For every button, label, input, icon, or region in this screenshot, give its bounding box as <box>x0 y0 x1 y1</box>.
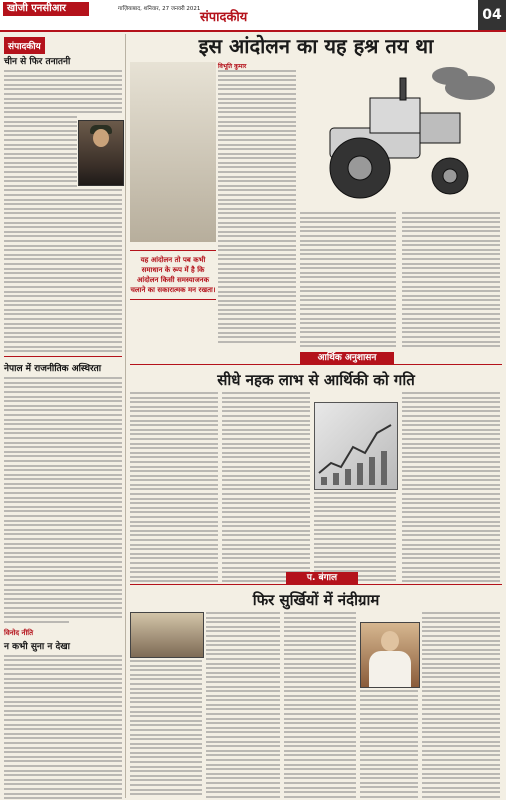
bengal-rule <box>130 584 502 585</box>
divider <box>4 356 122 357</box>
editorial-body-1 <box>4 70 122 352</box>
stock-chart-photo <box>314 402 398 490</box>
main-byline: विभूति कुमार <box>218 63 247 70</box>
bengal-body-col-1 <box>130 660 202 798</box>
pull-quote: यह आंदोलन तो पब कभी समाधान के रूप में है कि आंदोलन किसी समस्याजनक चलाने का सकारात्मक मन रखता। <box>130 250 216 300</box>
left-column <box>4 34 122 798</box>
main-body-col-1 <box>218 70 296 346</box>
soldier-photo <box>78 120 124 186</box>
editorial-headline-3: न कभी सुना न देखा <box>4 641 70 652</box>
rally-photo <box>130 612 204 658</box>
masthead <box>0 0 506 32</box>
economy-body-col-4 <box>402 392 500 585</box>
brand-logo: खोजी एनसीआर <box>3 2 89 16</box>
economy-rule <box>130 364 502 365</box>
main-body-col-3 <box>402 212 500 350</box>
main-headline: इस आंदोलन का यह हश्र तय था <box>198 34 434 58</box>
editorial-headline-1: चीन से फिर तनातनी <box>4 57 71 67</box>
section-title: संपादकीय <box>200 10 248 25</box>
economy-headline: सीधे नहक लाभ से आर्थिकी को गति <box>217 371 415 389</box>
bengal-headline: फिर सुर्खियों में नंदीग्राम <box>252 591 380 609</box>
dateline: गाज़ियाबाद, शनिवार, 27 जनवरी 2021 <box>118 6 201 12</box>
bengal-body-col-3 <box>284 612 356 800</box>
economy-body-col-1 <box>130 392 218 585</box>
editorial-body-2 <box>4 377 122 622</box>
page-number: 04 <box>478 0 506 30</box>
politician-photo <box>360 622 420 688</box>
editorial-body-3 <box>4 655 122 800</box>
bengal-body-col-4 <box>360 690 418 800</box>
economy-banner: आर्थिक अनुशासन <box>300 352 394 364</box>
tractor-illustration <box>300 58 500 208</box>
economy-body-col-3 <box>314 492 396 584</box>
bengal-banner: प. बंगाल <box>286 572 358 584</box>
protest-photo <box>130 62 216 242</box>
column-rule <box>125 34 126 798</box>
main-body-col-2 <box>300 212 396 350</box>
bengal-body-col-5 <box>422 612 500 800</box>
editorial-label: संपादकीय <box>4 37 45 54</box>
economy-body-col-2 <box>222 392 310 585</box>
bengal-body-col-2 <box>206 612 280 800</box>
column-subhead: विनोद नीति <box>4 628 34 637</box>
editorial-headline-2: नेपाल में राजनीतिक अस्थिरता <box>4 364 102 375</box>
